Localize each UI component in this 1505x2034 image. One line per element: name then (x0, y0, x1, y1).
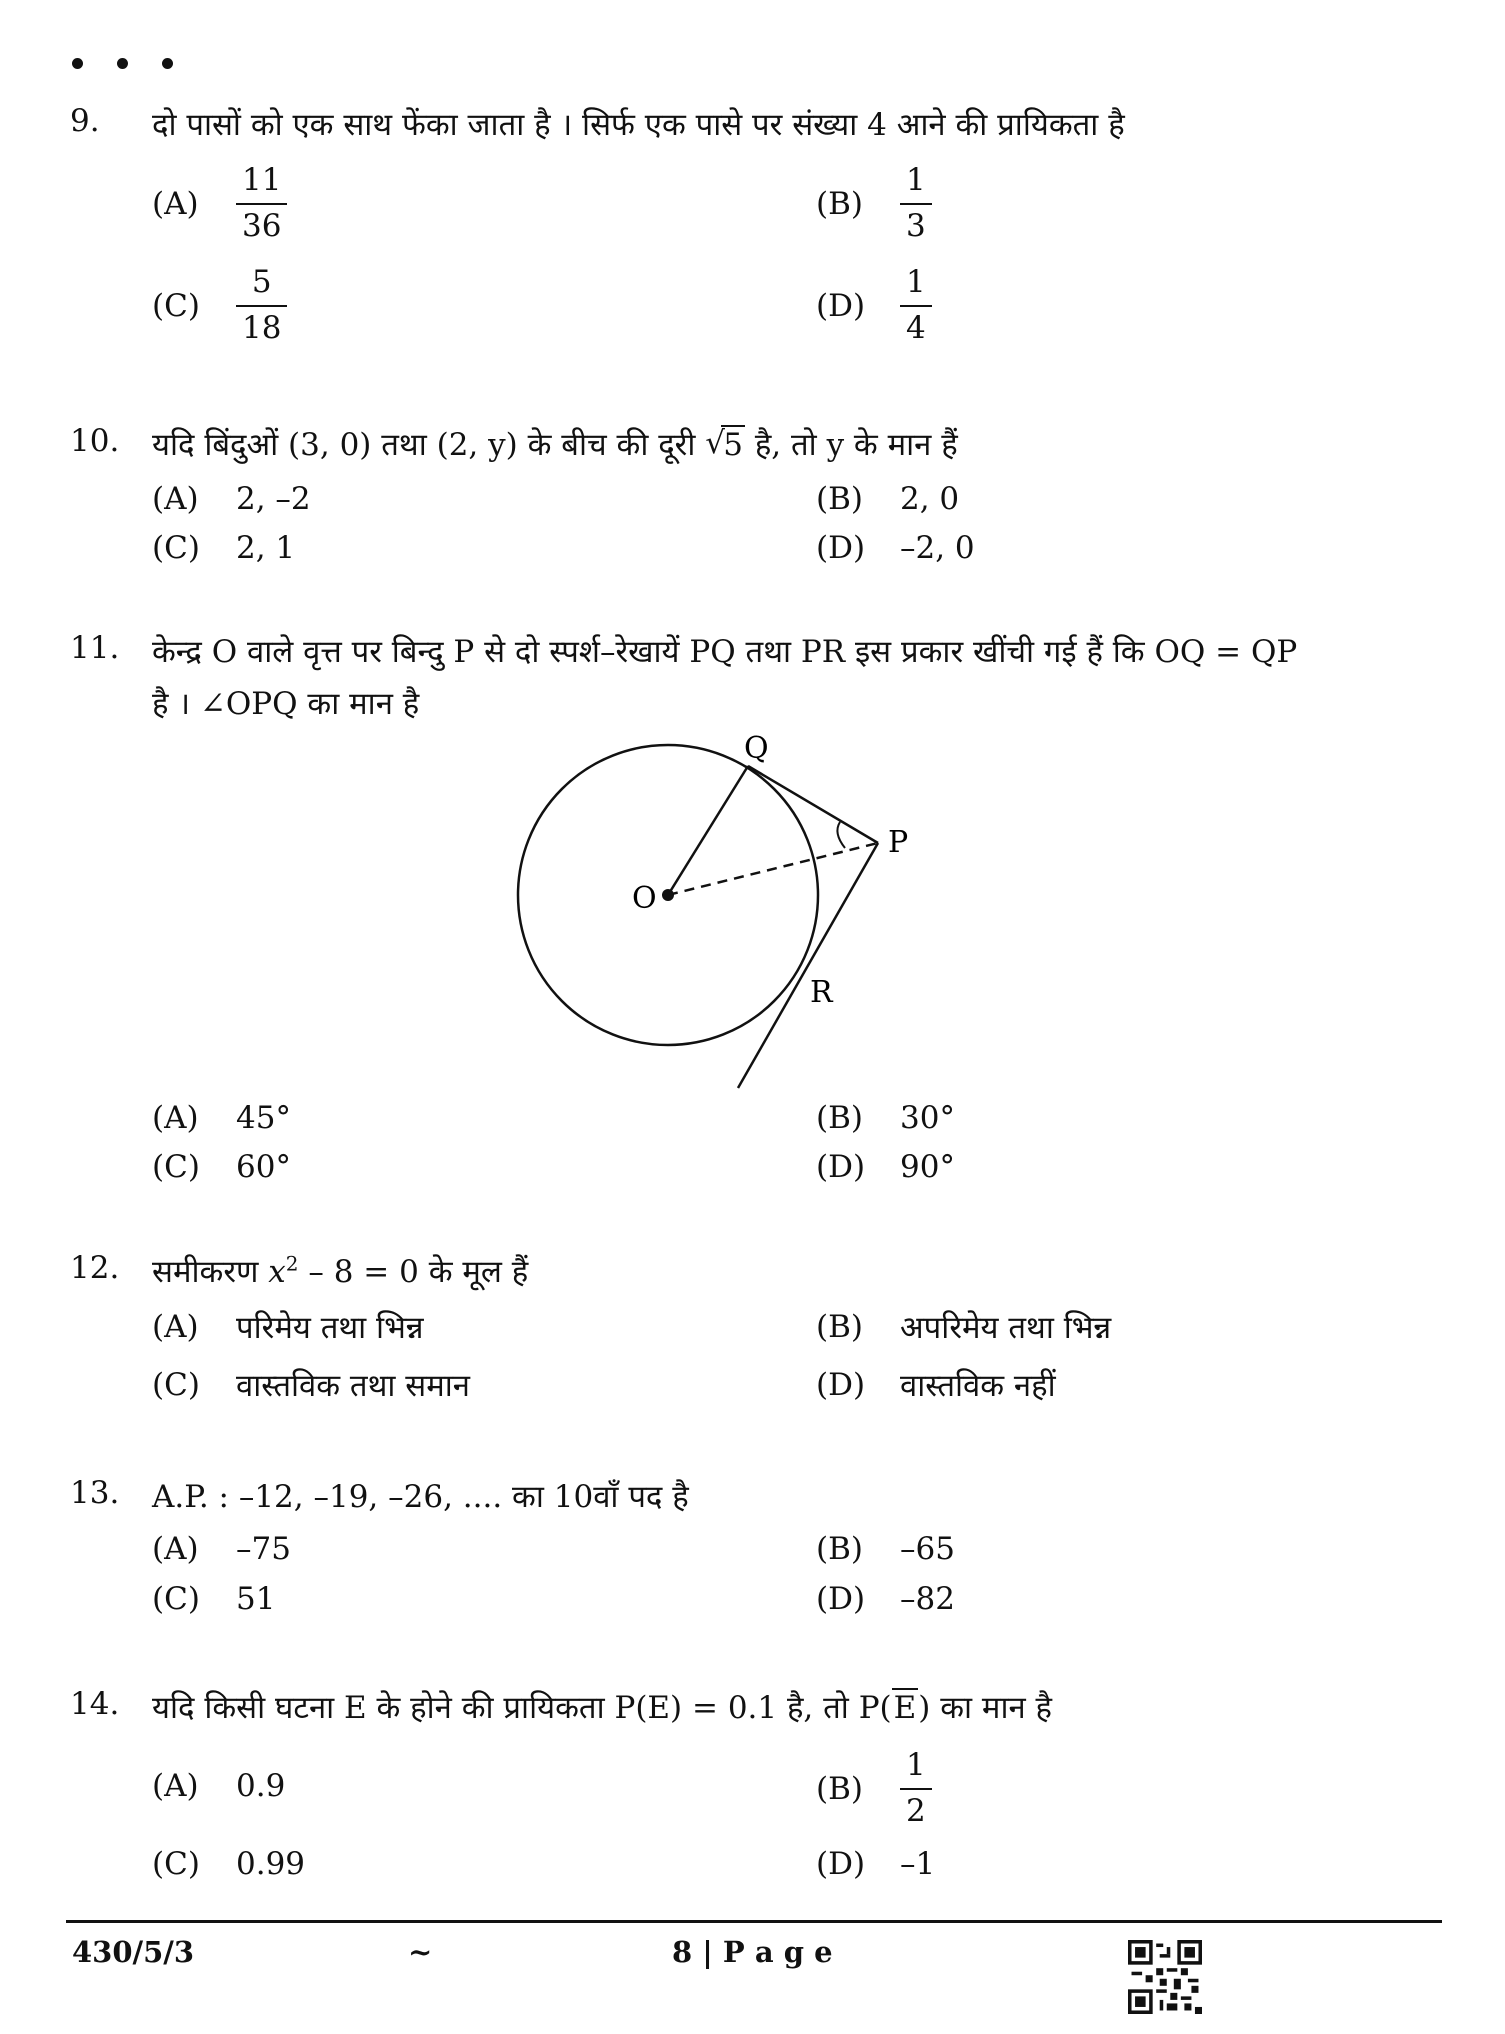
question-number: 10. (70, 423, 120, 459)
question-text (152, 423, 958, 465)
option-label: (A) (152, 1531, 199, 1567)
label-q: Q (744, 731, 769, 766)
text-segment: ) का मान है (918, 1690, 1053, 1726)
variable: x (268, 1254, 286, 1290)
option-b (816, 1531, 955, 1567)
footer-rule (66, 1920, 1442, 1923)
option-a (152, 163, 287, 244)
fraction (900, 1748, 932, 1829)
dot (72, 58, 83, 69)
option-label: (B) (816, 185, 863, 222)
qr-code-icon (1128, 1940, 1202, 2014)
option-value: 30° (900, 1100, 955, 1136)
exponent: 2 (285, 1251, 299, 1276)
question-number: 9. (70, 103, 100, 139)
numerator: 11 (242, 162, 282, 198)
center-point (662, 889, 674, 901)
option-label: (D) (816, 1581, 866, 1617)
dot (162, 58, 173, 69)
option-label: (A) (152, 185, 199, 222)
option-d (816, 1364, 1056, 1406)
dot (117, 58, 128, 69)
option-a (152, 1306, 424, 1348)
option-b (816, 1100, 955, 1136)
radius-oq (668, 766, 748, 895)
square-root: √ 5 (705, 425, 743, 463)
option-label: (B) (816, 1100, 863, 1136)
option-label: (C) (152, 1367, 200, 1403)
question-text-line-2: है । ∠OPQ का मान है (152, 686, 420, 722)
question-text (152, 1250, 528, 1292)
option-c (152, 530, 295, 566)
option-label: (A) (152, 481, 199, 517)
option-label: (C) (152, 287, 200, 324)
question-text: A.P. : –12, –19, –26, .... का 10वाँ पद है (152, 1479, 689, 1515)
option-d (816, 265, 932, 346)
option-value: 2, 0 (900, 481, 960, 517)
option-a (152, 1100, 291, 1136)
option-value: –1 (900, 1846, 936, 1882)
option-label: (B) (816, 1309, 863, 1345)
option-b (816, 1306, 1111, 1348)
option-c (152, 1581, 275, 1617)
fraction (236, 265, 287, 346)
question-number: 13. (70, 1475, 120, 1511)
denominator: 36 (236, 203, 287, 245)
denominator: 3 (900, 203, 932, 245)
option-c (152, 1364, 470, 1406)
fraction (900, 265, 932, 346)
option-value: 60° (236, 1149, 291, 1185)
option-label: (D) (816, 1367, 866, 1403)
option-value: 0.9 (236, 1768, 286, 1804)
question-text (152, 1686, 1052, 1728)
option-label: (B) (816, 1531, 863, 1567)
option-label: (C) (152, 1846, 200, 1882)
text-segment: यदि बिंदुओं (3, 0) तथा (2, y) के बीच की दूरी (152, 427, 696, 463)
option-b (816, 481, 959, 517)
denominator: 2 (900, 1788, 932, 1830)
option-value: 90° (900, 1149, 955, 1185)
option-label: (D) (816, 1846, 866, 1882)
question-text: दो पासों को एक साथ फेंका जाता है । सिर्फ एक पासे पर संख्या 4 आने की प्रायिकता है (152, 107, 1125, 143)
numerator: 1 (906, 264, 926, 300)
complement-event: E (893, 1690, 917, 1726)
option-value: 0.99 (236, 1846, 306, 1882)
option-label: (D) (816, 530, 866, 566)
option-value: 2, 1 (236, 530, 296, 566)
option-value: 45° (236, 1100, 291, 1136)
option-a (152, 1531, 291, 1567)
label-p: P (888, 825, 909, 860)
option-d (816, 1149, 955, 1185)
option-value: परिमेय तथा भिन्न (236, 1310, 424, 1346)
fraction (900, 163, 932, 244)
label-r: R (810, 975, 833, 1010)
option-label: (B) (816, 481, 863, 517)
numerator: 5 (251, 264, 272, 300)
angle-arc (837, 822, 845, 848)
radicand: 5 (723, 427, 743, 463)
numerator: 1 (906, 162, 926, 198)
option-value: –75 (236, 1531, 291, 1567)
option-label: (D) (816, 287, 866, 324)
option-c (152, 1846, 305, 1882)
question-number: 11. (70, 630, 120, 666)
option-label: (C) (152, 530, 200, 566)
question-text-line-1: केन्द्र O वाले वृत्त पर बिन्दु P से दो स्पर्श–रेखायें PQ तथा PR इस प्रकार खींची गई हैं कि OQ = QP (152, 634, 1298, 670)
fraction (236, 163, 287, 244)
option-c (152, 1149, 291, 1185)
option-value: अपरिमेय तथा भिन्न (900, 1310, 1112, 1346)
question-number: 14. (70, 1686, 120, 1722)
option-label: (A) (152, 1100, 199, 1136)
tangent-circle-diagram (500, 730, 920, 1090)
page-number: 8 | P a g e (672, 1935, 833, 1969)
option-b (816, 163, 932, 244)
header-dots (72, 58, 173, 69)
option-label: (C) (152, 1149, 200, 1185)
option-value: 51 (236, 1581, 276, 1617)
option-a (152, 481, 311, 517)
tangent-pr (738, 843, 878, 1088)
text-segment: है, तो y के मान हैं (754, 427, 958, 463)
option-value: वास्तविक तथा समान (236, 1368, 471, 1404)
option-label: (A) (152, 1768, 199, 1804)
tangent-pq (748, 766, 878, 843)
denominator: 4 (900, 305, 932, 347)
segment-op (668, 843, 878, 895)
tilde-mark: ~ (408, 1935, 433, 1969)
label-o: O (632, 881, 657, 916)
numerator: 1 (906, 1747, 926, 1783)
option-value: –82 (900, 1581, 955, 1617)
option-b (816, 1748, 932, 1829)
option-label: (C) (152, 1581, 200, 1617)
option-d (816, 1846, 935, 1882)
question-number: 12. (70, 1250, 120, 1286)
option-d (816, 530, 975, 566)
text-segment: – 8 = 0 के मूल हैं (308, 1254, 529, 1290)
option-value: –2, 0 (900, 530, 975, 566)
text-segment: समीकरण (152, 1254, 259, 1290)
paper-code: 430/5/3 (72, 1935, 195, 1969)
option-c (152, 265, 287, 346)
option-d (816, 1581, 955, 1617)
option-label: (D) (816, 1149, 866, 1185)
option-label: (B) (816, 1770, 863, 1807)
text-segment: यदि किसी घटना E के होने की प्रायिकता P(E) = 0.1 है, तो P( (152, 1690, 892, 1726)
option-label: (A) (152, 1309, 199, 1345)
option-value: 2, –2 (236, 481, 311, 517)
denominator: 18 (236, 305, 287, 347)
option-a (152, 1768, 285, 1804)
option-value: –65 (900, 1531, 955, 1567)
option-value: वास्तविक नहीं (900, 1368, 1056, 1404)
